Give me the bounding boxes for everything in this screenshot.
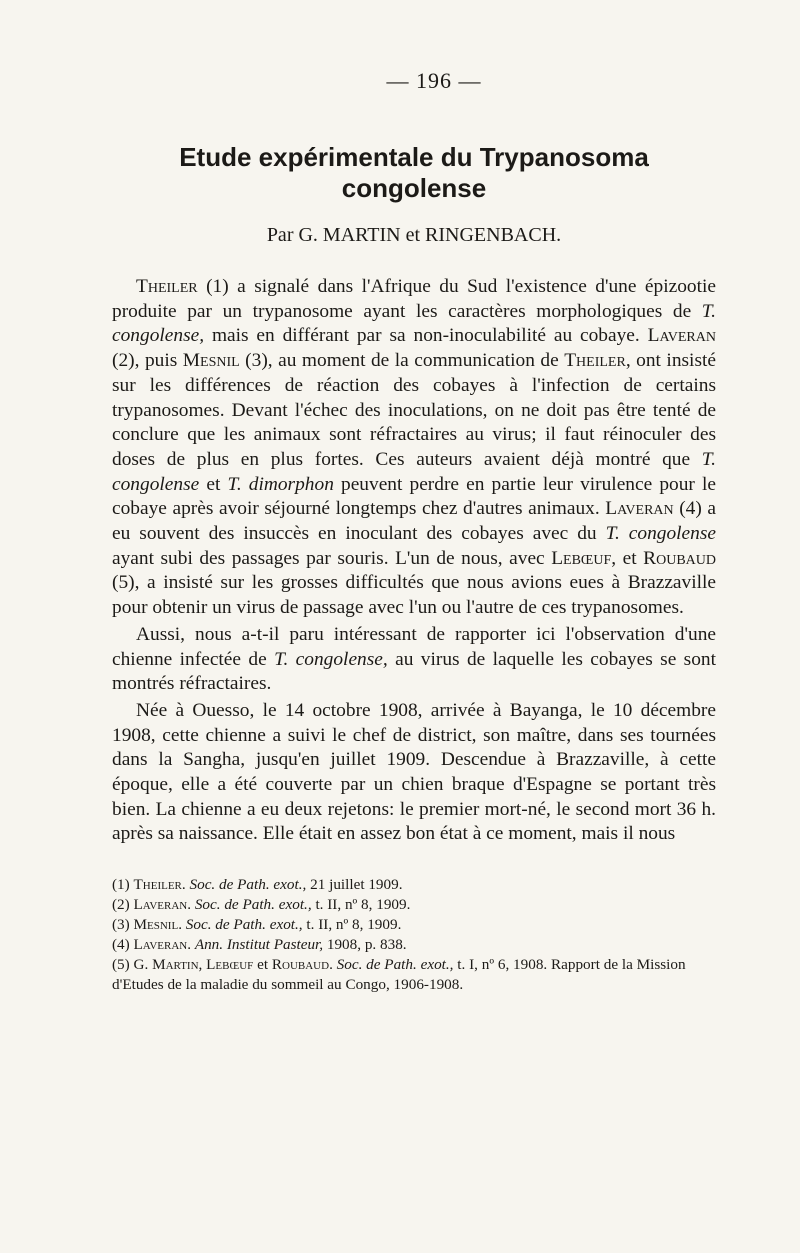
text-run: (1) a signalé dans l'Afrique du Sud l'existence d'une épizootie produite par un trypanosome ayant les caractères morphologiques de bbox=[112, 276, 716, 322]
author-name: Martin bbox=[152, 956, 199, 974]
italic-text: T. congolense bbox=[112, 448, 716, 495]
paragraph bbox=[112, 623, 716, 697]
byline-conjunction: et bbox=[400, 224, 426, 246]
footnote bbox=[112, 915, 716, 935]
text-run: (5) G. bbox=[112, 956, 153, 974]
italic-text: Soc. de Path. exot., bbox=[189, 876, 307, 894]
text-run: , bbox=[198, 956, 207, 974]
text-run: mais en différant par sa non-inoculabilité au cobaye. bbox=[204, 325, 648, 347]
page-number: — 196 — bbox=[386, 68, 482, 93]
footnote bbox=[112, 875, 716, 895]
text-run: (1) bbox=[112, 876, 134, 894]
author-name: Laveran bbox=[647, 325, 716, 347]
author-name: Theiler bbox=[564, 350, 626, 372]
text-run: (5), a insisté sur les grosses difficultés que nous avions eues à Brazzaville pour obtenir un virus de passage avec l'un ou l'autre de ces trypanosomes. bbox=[112, 572, 716, 619]
text-run: et bbox=[253, 956, 272, 974]
byline-author-1: MARTIN bbox=[322, 224, 401, 246]
text-run: (3), au moment de la communication de bbox=[239, 350, 565, 372]
text-run: , ont insisté sur les différences de réaction des cobayes à l'infection de certains trypanosomes. Devant l'échec des inoculations, on ne doit pas être tenté de conclure que les animaux sont réfractaires au virus; il faut réinoculer des doses de plus en plus fortes. Ces auteurs avaient déjà montré que bbox=[112, 350, 716, 470]
text-run: ayant subi des passages par souris. L'un de nous, avec bbox=[112, 547, 552, 569]
text-run: . bbox=[181, 876, 190, 894]
italic-text: Soc. de Path. exot., bbox=[194, 896, 312, 914]
text-run: (4) a eu souvent des insuccès en inoculant des cobayes avec du bbox=[112, 498, 716, 545]
byline-prefix: Par G. bbox=[266, 224, 323, 246]
italic-text: Ann. Institut Pasteur, bbox=[194, 936, 324, 954]
byline-author-2: RINGENBACH. bbox=[425, 224, 562, 246]
text-run: . bbox=[187, 936, 195, 954]
footnote bbox=[112, 955, 716, 995]
article-title: Etude expérimentale du Trypanosoma congolense bbox=[179, 142, 649, 203]
byline bbox=[112, 224, 716, 247]
author-name: Lebœuf bbox=[206, 956, 254, 974]
text-run: . bbox=[178, 916, 186, 934]
text-run: . bbox=[187, 896, 195, 914]
text-run: Née à Ouesso, le 14 octobre 1908, arrivée à Bayanga, le 10 décembre 1908, cette chienne a suivi le chef de district, son maître, dans ses tournées dans la Sangha, jusqu'en juillet 1909. Descendue à Brazzaville, à cette époque, elle a été couverte par un chien braque d'Espagne se portant très bien. La chienne a eu deux rejetons: le premier mort-né, le second mort 36 h. après sa naissance. Elle était en assez bon état à ce moment, mais il nous bbox=[112, 699, 716, 845]
italic-text: Soc. de Path. exot., bbox=[336, 956, 454, 974]
text-run: peuvent perdre en partie leur virulence pour le cobaye après avoir séjourné longtemps chez d'autres animaux. bbox=[112, 473, 716, 520]
footnote bbox=[112, 935, 716, 955]
italic-text: T. congolense, bbox=[112, 300, 716, 347]
author-name: Laveran bbox=[133, 936, 188, 954]
text-run: (3) bbox=[112, 916, 134, 934]
text-run: au virus de laquelle les cobayes se sont montrés réfractaires. bbox=[112, 648, 716, 695]
italic-text: T. dimorphon bbox=[227, 473, 334, 495]
text-run: 1908, p. 838. bbox=[323, 936, 407, 954]
author-name: Theiler bbox=[133, 876, 182, 894]
text-run: . bbox=[329, 956, 337, 974]
paragraph bbox=[112, 699, 716, 847]
italic-text: T. congolense bbox=[605, 523, 716, 545]
author-name: Laveran bbox=[605, 498, 674, 520]
author-name: Roubaud bbox=[643, 547, 716, 569]
author-name: Mesnil bbox=[182, 350, 240, 372]
text-run: Aussi, nous a-t-il paru intéressant de rapporter ici l'observation d'une chienne infectée de bbox=[112, 623, 716, 670]
italic-text: T. congolense, bbox=[274, 648, 388, 670]
paragraph bbox=[112, 275, 716, 621]
footnote bbox=[112, 895, 716, 915]
text-run: t. II, nº 8, 1909. bbox=[302, 916, 402, 934]
text-run: 21 juillet 1909. bbox=[306, 876, 403, 894]
article-body bbox=[112, 275, 716, 847]
italic-text: Soc. de Path. exot., bbox=[185, 916, 303, 934]
author-name: Laveran bbox=[133, 896, 188, 914]
text-run: et bbox=[199, 473, 228, 495]
text-run: t. I, nº 6, 1908. Rapport de la Mission d'Etudes de la maladie du sommeil au Congo, 1906-1908. bbox=[112, 956, 686, 994]
author-name: Roubaud bbox=[271, 956, 330, 974]
text-run: (2), puis bbox=[112, 350, 183, 372]
text-run: (4) bbox=[112, 936, 134, 954]
author-name: Lebœuf bbox=[551, 547, 612, 569]
footnotes bbox=[112, 875, 716, 995]
author-name: Theiler bbox=[136, 276, 198, 297]
text-run: , et bbox=[611, 547, 644, 569]
text-run: (2) bbox=[112, 896, 134, 914]
author-name: Mesnil bbox=[133, 916, 179, 934]
text-run: t. II, nº 8, 1909. bbox=[311, 896, 411, 914]
